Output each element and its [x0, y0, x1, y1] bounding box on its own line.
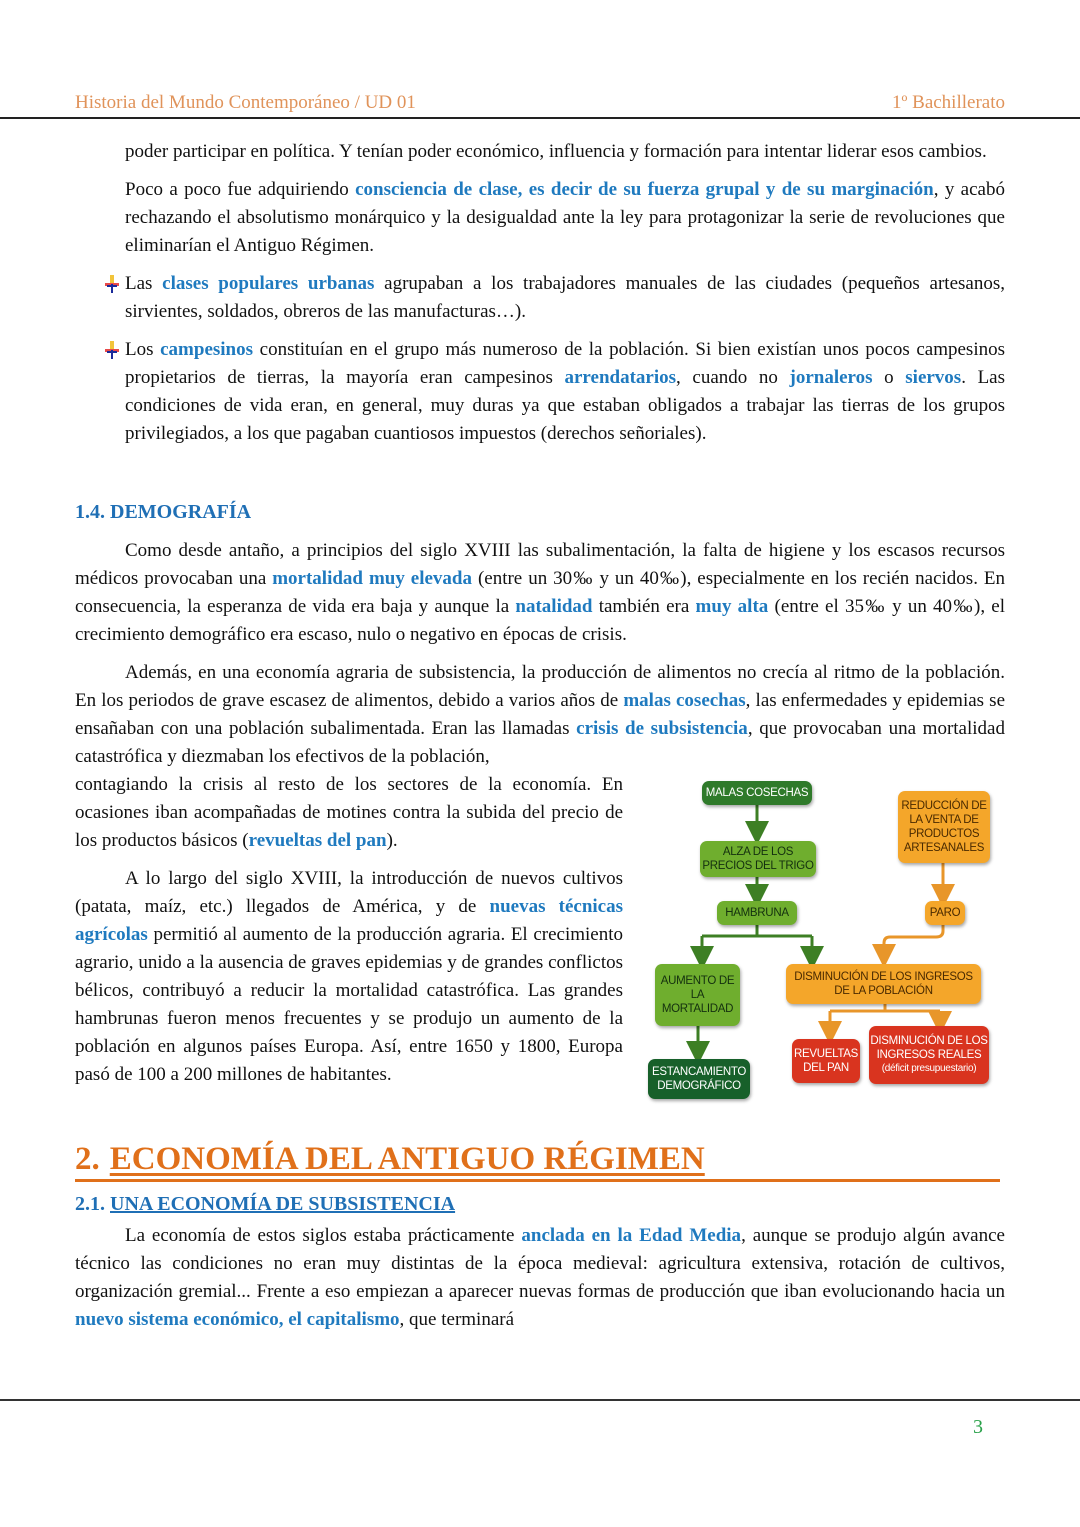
paragraph-intro-2: Poco a poco fue adquiriendo consciencia de clase, es decir de su fuerza grupal y de su marginación, y acabó rechazando el absolutismo monárquico y la desigualdad ante la ley para protagonizar la serie de revoluciones que eliminarían el Antiguo Régimen. — [125, 179, 1005, 256]
crisis-subsistencia-diagram — [640, 771, 1005, 1121]
header-course-title: Historia del Mundo Contemporáneo / UD 01 — [75, 92, 416, 113]
pushpin-icon — [103, 275, 121, 293]
page-body — [75, 138, 1005, 1334]
node-alza-precios: ALZA DE LOS PRECIOS DEL TRIGO — [700, 841, 816, 877]
page-number: 3 — [973, 1416, 983, 1438]
paragraph-demografia-2: Además, en una economía agraria de subsistencia, la producción de alimentos no crecía al ritmo de la población. En los periodos de grave escasez de alimentos, debido a varios años de malas cosechas, las enfermedades y epidemias se ensañaban con una población subalimentada. Eran las llamadas crisis de subsistencia, que provocaban una mortalidad catastrófica y diezmaban los efectivos de la población, — [75, 662, 1005, 767]
heading-demografia: 1.4. DEMOGRAFÍA — [75, 501, 252, 523]
node-revueltas-pan: REVUELTAS DEL PAN — [792, 1039, 860, 1083]
header-level: 1º Bachillerato — [892, 92, 1005, 113]
node-malas-cosechas: MALAS COSECHAS — [702, 781, 812, 805]
node-estancamiento-demografico: ESTANCAMIENTO DEMOGRÁFICO — [648, 1059, 750, 1099]
node-hambruna: HAMBRUNA — [717, 901, 797, 925]
paragraph-demografia-3: A lo largo del siglo XVIII, la introducción de nuevos cultivos (patata, maíz, etc.) llegados de América, y de nuevas técnicas agrícolas permitió al aumento de la producción agraria. El crecimiento agrario, unido a la ausencia de graves epidemias y de grandes conflictos bélicos, contribuyó a reducir la mortalidad catastrófica. Las grandes hambrunas fueron menos frecuentes y se produjo un aumento de la población en algunos países Europa. Así, entre 1650 y 1800, Europa pasó de 100 a 200 millones de habitantes. — [75, 868, 623, 1085]
pushpin-icon — [103, 341, 121, 359]
node-disminucion-ingresos: DISMINUCIÓN DE LOS INGRESOS DE LA POBLACIÓN — [786, 964, 981, 1004]
node-ingresos-reales: DISMINUCIÓN DE LOS INGRESOS REALES (déficit presupuestario) — [869, 1026, 989, 1084]
paragraph-demografia-1: Como desde antaño, a principios del siglo XVIII las subalimentación, la falta de higiene y los escasos recursos médicos provocaban una mortalidad muy elevada (entre un 30‰ y un 40‰), especialmente en los recién nacidos. En consecuencia, la esperanza de vida era baja y aunque la natalidad también era muy alta (entre el 35‰ y un 40‰), el crecimiento demográfico era escaso, nulo o negativo en épocas de crisis. — [75, 540, 1006, 645]
paragraph-intro-1: poder participar en política. Y tenían poder económico, influencia y formación para intentar liderar esos cambios. — [125, 141, 987, 162]
subheading-economia-subsistencia: 2.1. UNA ECONOMÍA DE SUBSISTENCIA — [75, 1193, 456, 1215]
footer-divider — [0, 1399, 1080, 1401]
node-paro: PARO — [925, 901, 965, 925]
node-reduccion-venta: REDUCCIÓN DE LA VENTA DE PRODUCTOS ARTESANALES — [898, 791, 990, 863]
page-header — [75, 90, 1005, 116]
paragraph-economia-1: La economía de estos siglos estaba prácticamente anclada en la Edad Media, aunque se produjo algún avance técnico las condiciones no eran muy distintas de la época medieval: agricultura extensiva, rotación de cultivos, organización gremial... Frente a eso empiezan a aparecer nuevas formas de producción que iban evolucionando hacia un nuevo sistema económico, el capitalismo, que terminará — [75, 1225, 1005, 1330]
bullet-clases-populares: Las clases populares urbanas agrupaban a los trabajadores manuales de las ciudades (pequeños artesanos, sirvientes, soldados, obreros de las manufacturas…). — [75, 270, 1005, 326]
text-with-diagram — [75, 771, 1005, 1092]
node-aumento-mortalidad: AUMENTO DE LA MORTALIDAD — [655, 964, 740, 1026]
paragraph-demografia-2-cont: contagiando la crisis al resto de los sectores de la economía. En ocasiones iban acompañadas de motines contra la subida del precio de los productos básicos (revueltas del pan). — [75, 774, 623, 851]
highlight-term: consciencia de clase, es decir de su fuerza grupal y de su marginación — [355, 179, 934, 200]
section-heading-economia: 2. ECONOMÍA DEL ANTIGUO RÉGIMEN — [75, 1139, 1000, 1182]
header-divider — [0, 117, 1080, 119]
bullet-campesinos: Los campesinos constituían en el grupo más numeroso de la población. Si bien existían unos pocos campesinos propietarios de tierras, la mayoría eran campesinos arrendatarios, cuando no jornaleros o siervos. Las condiciones de vida eran, en general, muy duras ya que estaban obligados a trabajar las tierras de los grupos privilegiados, a los que pagaban cuantiosos impuestos (derechos señoriales). — [75, 336, 1005, 448]
